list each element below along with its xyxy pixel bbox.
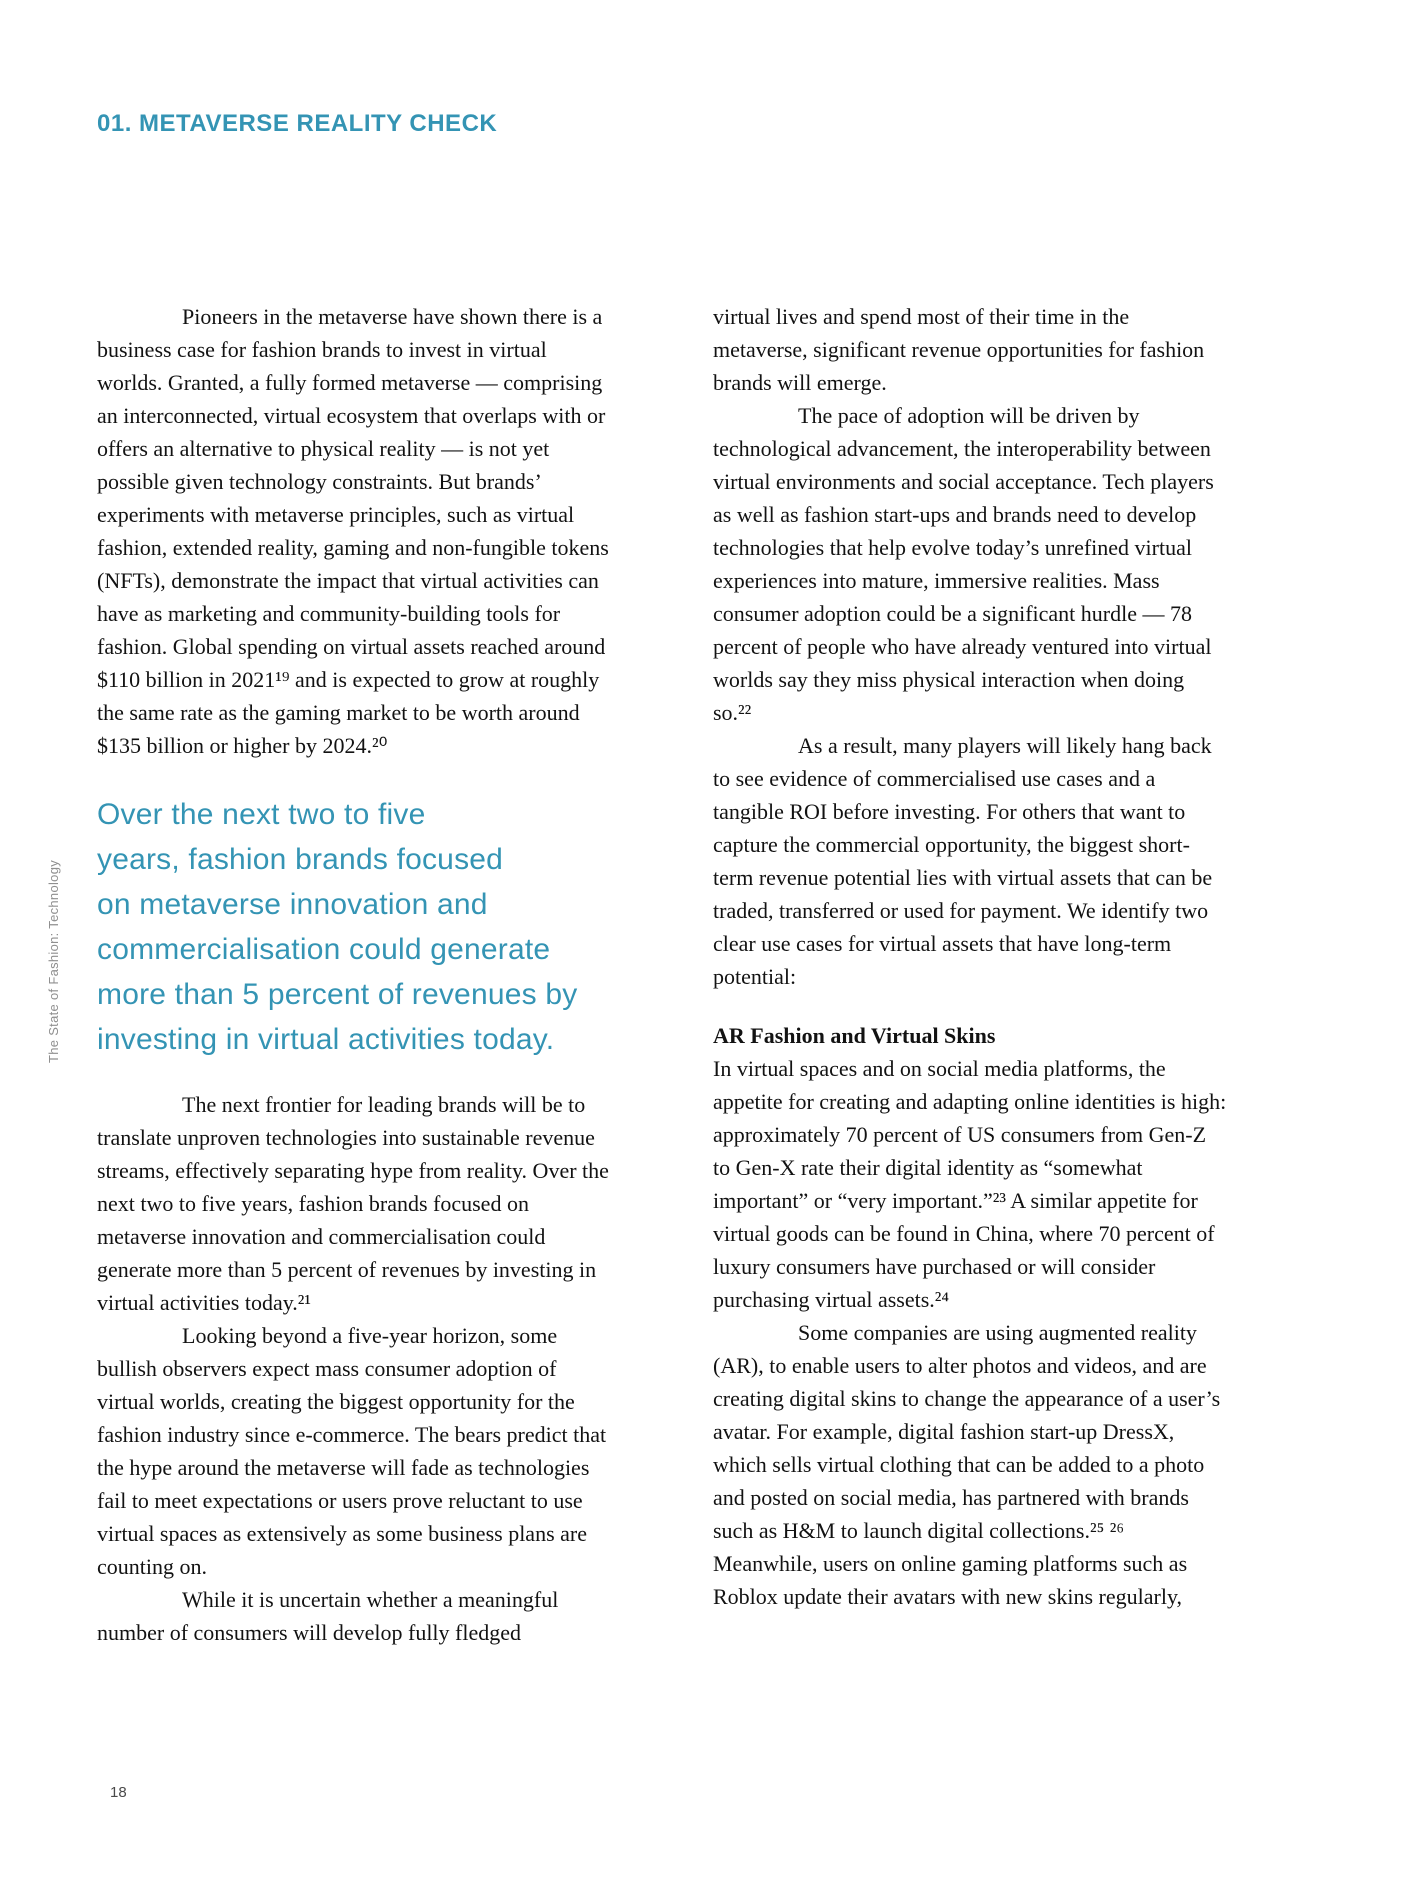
body-paragraph: Looking beyond a five-year horizon, some bullish observers expect mass consumer adoption of virtual worlds, creating the biggest opportunity for the fashion industry since e-commerce. The bears predict that the hype around the metaverse will fade as technologies fail to meet expectations or users prove reluctant to use virtual spaces as extensively as some business plans are counting on. [97,1323,607,1579]
body-paragraph: As a result, many players will likely hang back to see evidence of commercialised use cases and a tangible ROI before investing. For others that want to capture the commercial opportunity, the biggest short-term revenue potential lies with virtual assets that can be traded, transferred or used for payment. We identify two clear use cases for virtual assets that have long-term potential: [713,733,1213,989]
body-paragraph: virtual lives and spend most of their time in the metaverse, significant revenue opportunities for fashion brands will emerge. [713,304,1205,395]
body-paragraph: The next frontier for leading brands will be to translate unproven technologies into sustainable revenue streams, effectively separating hype from reality. Over the next two to five years, fashion brands focused on metaverse innovation and commercialisation could generate more than 5 percent of revenues by investing in virtual activities today.²¹ [97,1092,609,1315]
side-label-report-title: The State of Fashion: Technology [46,859,61,1063]
body-paragraph: Pioneers in the metaverse have shown there is a business case for fashion brands to invest in virtual worlds. Granted, a fully formed metaverse — comprising an interconnected, virtual ecosystem that overlaps with or offers an alternative to physical reality — is not yet possible given technology constraints. But brands’ experiments with metaverse principles, such as virtual fashion, extended reality, gaming and non-fungible tokens (NFTs), demonstrate the impact that virtual activities can have as marketing and community-building tools for fashion. Global spending on virtual assets reached around $110 billion in 2021¹⁹ and is expected to grow at roughly the same rate as the gaming market to be worth around $135 billion or higher by 2024.²⁰ [97,304,609,758]
pull-quote-line: investing in virtual activities today. [97,1023,555,1056]
body-paragraph: The pace of adoption will be driven by technological advancement, the interoperability between virtual environments and social acceptance. Tech players as well as fashion start-ups and brands need to develop technologies that help evolve today’s unrefined virtual experiences into mature, immersive realities. Mass consumer adoption could be a significant hurdle — 78 percent of people who have already ventured into virtual worlds say they miss physical interaction when doing so.²² [713,403,1214,725]
pull-quote-line: years, fashion brands focused [97,843,504,876]
pull-quote-line: more than 5 percent of revenues by [97,978,578,1011]
left-column [97,300,611,1649]
pull-quote [97,792,611,1062]
right-column [713,300,1227,1613]
section-subheading: AR Fashion and Virtual Skins [713,1023,996,1048]
body-paragraph: In virtual spaces and on social media platforms, the appetite for creating and adapting online identities is high: approximately 70 percent of US consumers from Gen-Z to Gen-X rate their digital identity as “somewhat important” or “very important.”²³ A similar appetite for virtual goods can be found in China, where 70 percent of luxury consumers have purchased or will consider purchasing virtual assets.²⁴ [713,1056,1227,1312]
pull-quote-line: commercialisation could generate [97,933,551,966]
body-paragraph: Some companies are using augmented reality (AR), to enable users to alter photos and videos, and are creating digital skins to change the appearance of a user’s avatar. For example, digital fashion start-up DressX, which sells virtual clothing that can be added to a photo and posted on social media, has partnered with brands such as H&M to launch digital collections.²⁵ ²⁶ Meanwhile, users on online gaming platforms such as Roblox update their avatars with new skins regularly, [713,1320,1221,1609]
chapter-header: 01. METAVERSE REALITY CHECK [97,110,498,137]
body-paragraph: While it is uncertain whether a meaningful number of consumers will develop fully fledged [97,1587,559,1645]
pull-quote-line: on metaverse innovation and [97,888,488,921]
pull-quote-line: Over the next two to five [97,798,426,831]
page-number: 18 [110,1784,127,1801]
